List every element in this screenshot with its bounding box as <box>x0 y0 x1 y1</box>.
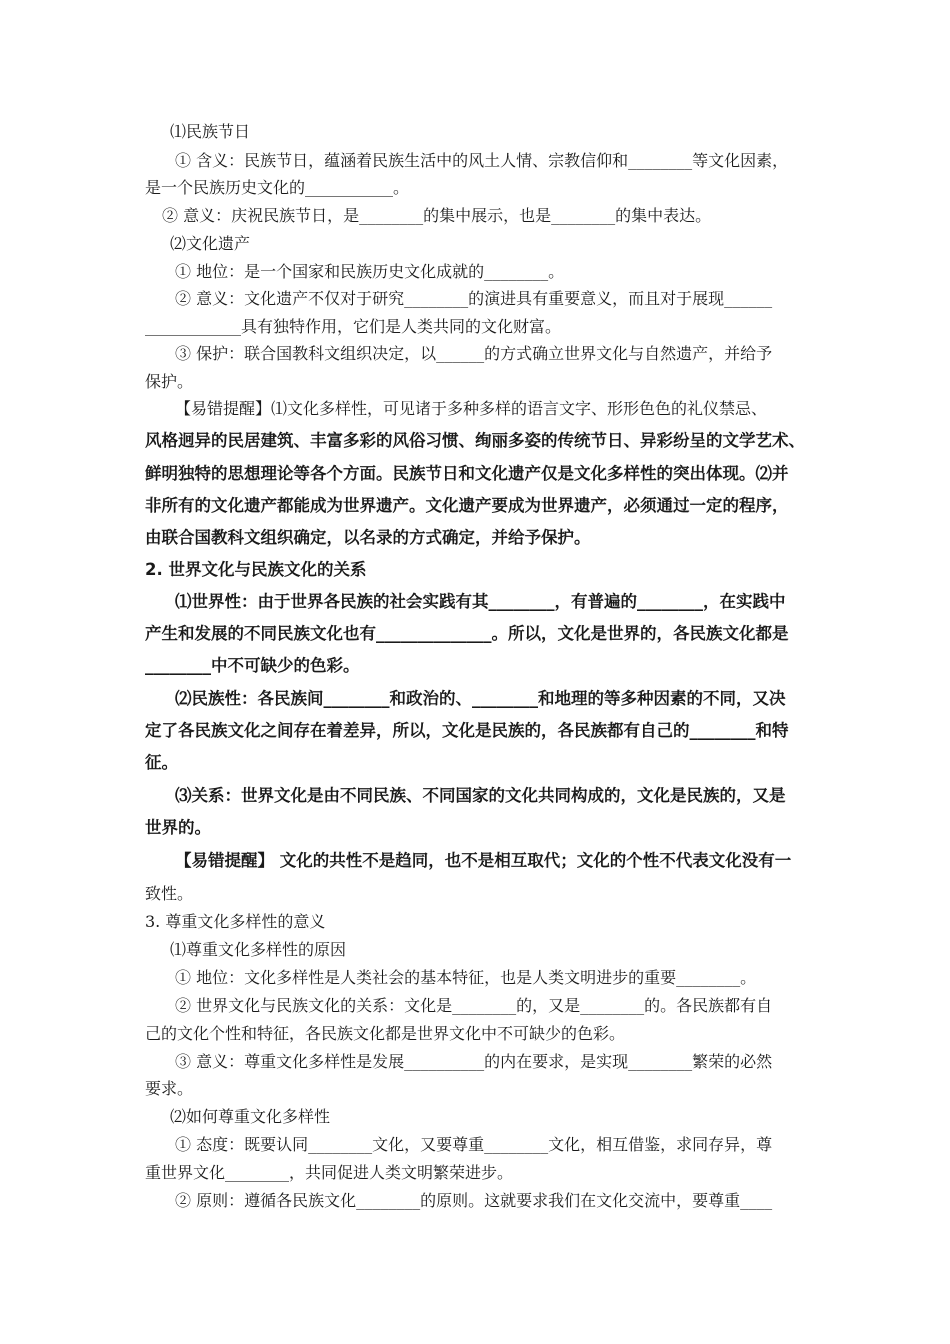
bold-text-line: ⑶关系：世界文化是由不同民族、不同国家的文化共同构成的，文化是民族的，又是 <box>175 786 786 805</box>
text-line: 保护。 <box>145 372 194 391</box>
bold-text-line: 非所有的文化遗产都能成为世界遗产。文化遗产要成为世界遗产，必须通过一定的程序， <box>145 496 789 515</box>
text-line: 是一个民族历史文化的___________。 <box>145 178 410 197</box>
text-line: ① 地位：文化多样性是人类社会的基本特征，也是人类文明进步的重要________。 <box>175 968 757 987</box>
text-line: ____________具有独特作用，它们是人类共同的文化财富。 <box>145 317 562 336</box>
text-line: ② 意义：文化遗产不仅对于研究________的演进具有重要意义，而且对于展现______ <box>175 289 773 308</box>
bold-text-line: 风格迥异的民居建筑、丰富多彩的风俗习惯、绚丽多姿的传统节日、异彩纷呈的文学艺术、 <box>145 431 805 450</box>
bold-text-line: ⑴世界性：由于世界各民族的社会实践有其________，有普遍的________，在实践中 <box>175 592 786 611</box>
text-line: 己的文化个性和特征，各民族文化都是世界文化中不可缺少的色彩。 <box>145 1024 626 1043</box>
text-line: ① 地位：是一个国家和民族历史文化成就的________。 <box>175 262 565 281</box>
bold-text-line: 由联合国教科文组织确定，以名录的方式确定，并给予保护。 <box>145 528 591 547</box>
text-line: 致性。 <box>145 884 194 903</box>
text-line: ② 意义：庆祝民族节日，是________的集中展示，也是________的集中表达。 <box>162 206 712 225</box>
text-line: ② 原则：遵循各民族文化________的原则。这就要求我们在文化交流中，要尊重____ <box>175 1191 773 1210</box>
subsection-heading: ⑴尊重文化多样性的原因 <box>170 940 347 959</box>
subsection-heading: ⑵文化遗产 <box>170 234 251 253</box>
bold-text-line: ________中不可缺少的色彩。 <box>145 656 360 675</box>
text-line: 重世界文化________，共同促进人类文明繁荣进步。 <box>145 1163 514 1182</box>
subsection-heading: ⑵如何尊重文化多样性 <box>170 1107 331 1126</box>
text-line: ③ 意义：尊重文化多样性是发展__________的内在要求，是实现________繁荣的必然 <box>175 1052 773 1071</box>
bold-text-line: ⑵民族性：各民族间________和政治的、________和地理的等多种因素的不同，又决 <box>175 689 786 708</box>
bold-text-line: 定了各民族文化之间存在着差异，所以，文化是民族的，各民族都有自己的________和特 <box>145 721 789 740</box>
section-heading: 3. 尊重文化多样性的意义 <box>145 912 326 931</box>
text-line: ② 世界文化与民族文化的关系：文化是________的，又是________的。各民族都有自 <box>175 996 773 1015</box>
subsection-heading: ⑴民族节日 <box>170 122 251 141</box>
bold-text-line: 产生和发展的不同民族文化也有______________。所以，文化是世界的，各民族文化都是 <box>145 624 789 643</box>
bold-text-line: 征。 <box>145 753 178 772</box>
text-line: ③ 保护：联合国教科文组织决定，以______的方式确立世界文化与自然遗产，并给予 <box>175 344 773 363</box>
text-line: 要求。 <box>145 1079 194 1098</box>
text-line: ① 态度：既要认同________文化，又要尊重________文化，相互借鉴，求同存异，尊 <box>175 1135 773 1154</box>
bold-text-line: 鲜明独特的思想理论等各个方面。民族节日和文化遗产仅是文化多样性的突出体现。⑵并 <box>145 464 789 483</box>
bold-text-line: 【易错提醒】 文化的共性不是趋同，也不是相互取代；文化的个性不代表文化没有一 <box>175 851 792 870</box>
text-line: ① 含义：民族节日，蕴涵着民族生活中的风土人情、宗教信仰和________等文化因素， <box>175 151 789 170</box>
section-heading: 2. 世界文化与民族文化的关系 <box>145 560 367 579</box>
text-line: 【易错提醒】⑴文化多样性，可见诸于多种多样的语言文字、形形色色的礼仪禁忌、 <box>175 399 768 418</box>
bold-text-line: 世界的。 <box>145 818 211 837</box>
